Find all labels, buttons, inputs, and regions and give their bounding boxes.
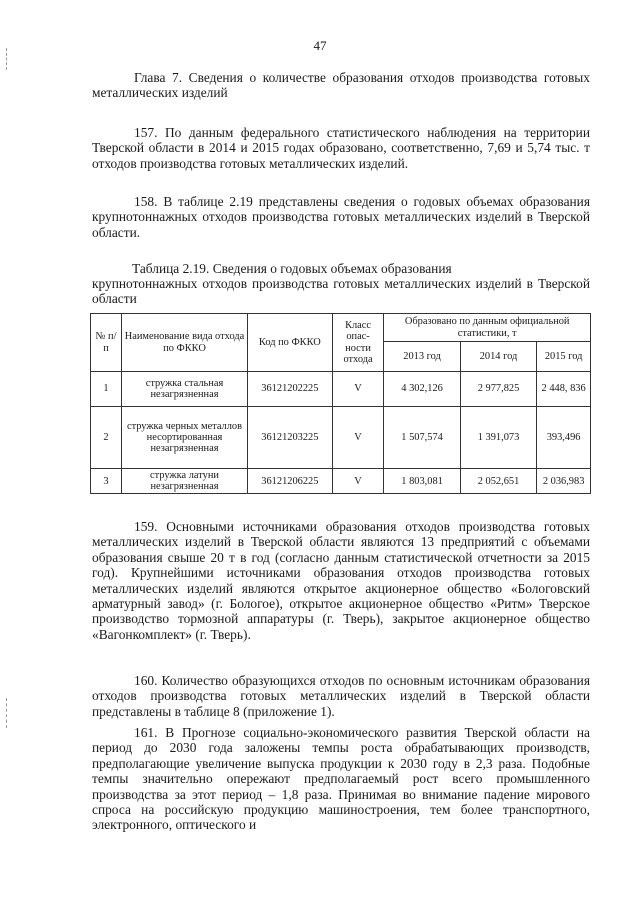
table-row: [91, 407, 591, 469]
header-hazard-class: Класс опас-ности отхода: [332, 314, 384, 372]
paragraph-159: 159. Основными источниками образования отходов производства готовых металлических изделий в Тверской области являются 13 предприятий с объемами образования свыше 20 т в год (согласно данным статистической отчетности за 2015 год). Крупнейшими источниками образования отходов производства готовых металлических изделий являются открытое акционерное общество «Бологовский арматурный завод» (г. Бологое), открытое акционерное общество «Ритм» Тверское производство тормозной аппаратуры (г. Тверь), закрытое акционерное общество «Вагонкомплект» (г. Тверь).: [92, 519, 590, 642]
cell-waste-name: стружка латуни незагрязненная: [121, 469, 247, 494]
cell-value-2015: 2 036,983: [537, 469, 591, 494]
table-row: [91, 372, 591, 407]
cell-fkko-code: 36121203225: [248, 407, 333, 469]
paragraph-157: 157. По данным федерального статистического наблюдения на территории Тверской области в 2014 и 2015 годах образовано, соответственно, 7,69 и 5,74 тыс. т отходов производства готовых металлических изделий.: [92, 125, 590, 171]
header-year-2013: 2013 год: [384, 342, 460, 372]
table-caption: [92, 261, 590, 307]
cell-number: 3: [91, 469, 122, 494]
cell-fkko-code: 36121206225: [248, 469, 333, 494]
header-waste-name: Наименование вида отхода по ФККО: [121, 314, 247, 372]
cell-value-2013: 4 302,126: [384, 372, 460, 407]
cell-hazard-class: V: [332, 372, 384, 407]
table-caption-line1: Таблица 2.19. Сведения о годовых объемах образования: [132, 261, 452, 276]
cell-value-2013: 1 803,081: [384, 469, 460, 494]
cell-value-2015: 2 448, 836: [537, 372, 591, 407]
paragraph-161: 161. В Прогнозе социально-экономического развития Тверской области на период до 2030 года заложены темпы роста обрабатывающих производств, предполагающие увеличение выпуска продукции к 2030 году в 2,3 раза. Подобные темпы значительно опережают предполагаемый рост всего промышленного производства за этот период – 1,8 раза. Принимая во внимание падение мирового спроса на российскую продукцию машиностроения, тем более транспортного, электронного, оптического и: [92, 725, 590, 833]
cell-value-2014: 2 977,825: [460, 372, 536, 407]
cell-value-2013: 1 507,574: [384, 407, 460, 469]
cell-fkko-code: 36121202225: [248, 372, 333, 407]
header-formed: Образовано по данным официальной статистики, т: [384, 314, 591, 342]
cell-number: 1: [91, 372, 122, 407]
waste-volume-table: [90, 313, 591, 494]
cell-value-2015: 393,496: [537, 407, 591, 469]
cell-value-2014: 2 052,651: [460, 469, 536, 494]
margin-mark: [6, 698, 7, 728]
cell-value-2014: 1 391,073: [460, 407, 536, 469]
paragraph-158: 158. В таблице 2.19 представлены сведения о годовых объемах образования крупнотоннажных отходов производства готовых металлических изделий в Тверской области.: [92, 194, 590, 240]
chapter-title: Глава 7. Сведения о количестве образования отходов производства готовых металлических изделий: [92, 70, 590, 101]
cell-waste-name: стружка черных металлов несортированная незагрязненная: [121, 407, 247, 469]
cell-number: 2: [91, 407, 122, 469]
header-number: № п/п: [91, 314, 122, 372]
paragraph-160: 160. Количество образующихся отходов по основным источникам образования отходов производства готовых металлических изделий в Тверской области представлены в таблице 8 (приложение 1).: [92, 673, 590, 719]
cell-hazard-class: V: [332, 469, 384, 494]
cell-waste-name: стружка стальная незагрязненная: [121, 372, 247, 407]
header-year-2015: 2015 год: [537, 342, 591, 372]
header-year-2014: 2014 год: [460, 342, 536, 372]
table-row: [91, 469, 591, 494]
page-number: 47: [313, 38, 327, 53]
cell-hazard-class: V: [332, 407, 384, 469]
header-fkko-code: Код по ФККО: [248, 314, 333, 372]
table-caption-line2: крупнотоннажных отходов производства готовых металлических изделий в Тверской области: [92, 276, 590, 307]
